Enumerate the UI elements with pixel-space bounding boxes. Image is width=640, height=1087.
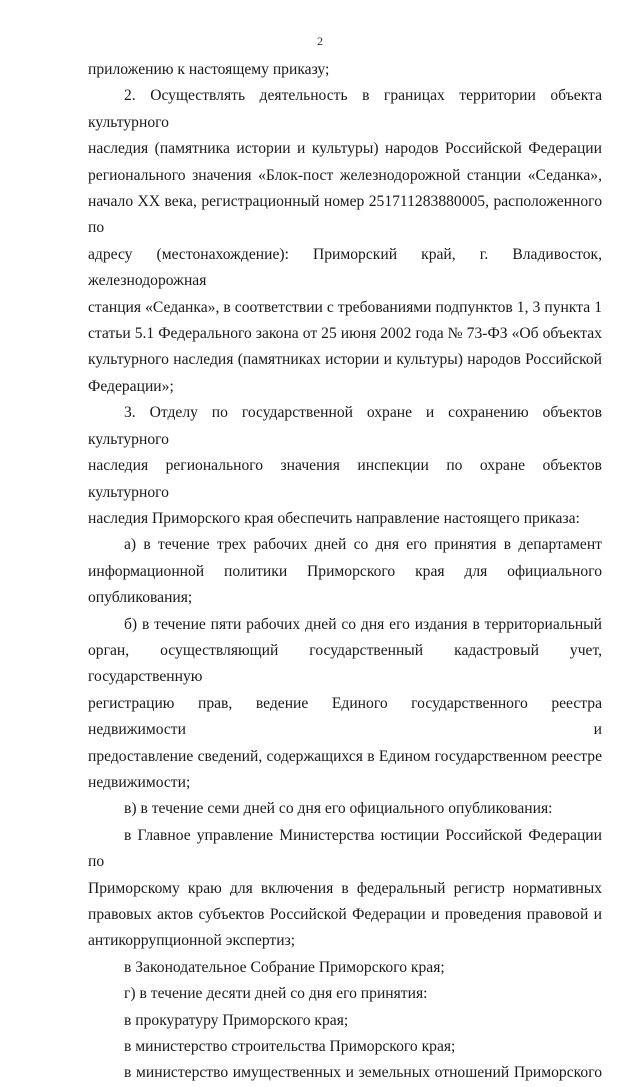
- text-line: 3. Отделу по государственной охране и сохранению объектов культурного: [88, 404, 602, 448]
- paragraph-subitem-a: [88, 532, 602, 611]
- text-line: адресу (местонахождение): Приморский край, г. Владивосток, железнодорожная: [88, 245, 602, 290]
- paragraph-subitem-b: [88, 612, 602, 797]
- page-number: 2: [317, 34, 323, 48]
- text-line: б) в течение пяти рабочих дней со дня его издания в территориальный: [124, 615, 602, 633]
- text-line: информационной политики Приморского края для официального: [88, 562, 602, 580]
- text-line: а) в течение трех рабочих дней со дня его принятия в департамент: [124, 536, 602, 554]
- paragraph-subitem-g: [88, 981, 602, 1007]
- text-line: в Законодательное Собрание Приморского края;: [124, 958, 445, 976]
- text-line: предоставление сведений, содержащихся в Едином государственном реестре: [88, 747, 602, 765]
- paragraph-item-3: [88, 400, 602, 532]
- text-line: опубликования;: [88, 589, 193, 607]
- paragraph-item-2: [88, 83, 602, 400]
- text-line: в министерство имущественных и земельных отношений Приморского: [124, 1064, 602, 1082]
- text-line: в министерство строительства Приморского края;: [124, 1038, 456, 1056]
- text-line: в) в течение семи дней со дня его официального опубликования:: [124, 800, 553, 818]
- text-line: статьи 5.1 Федерального закона от 25 июня 2002 года № 73-ФЗ «Об объектах: [88, 325, 602, 343]
- paragraph-ministry-justice: [88, 823, 602, 955]
- text-line: Федерации»;: [88, 377, 174, 395]
- text-line: Приморскому краю для включения в федеральный регистр нормативных: [88, 879, 602, 897]
- paragraph-continuation: [88, 57, 602, 83]
- text-line: в прокуратуру Приморского края;: [124, 1011, 349, 1029]
- document-body: [88, 57, 602, 1087]
- text-line: регистрацию прав, ведение Единого государственного реестра недвижимости и: [88, 694, 602, 739]
- paragraph-subitem-v: [88, 796, 602, 822]
- text-line: культурного наследия (памятниках истории и культуры) народов Российской: [88, 351, 602, 369]
- text-line: наследия (памятника истории и культуры) народов Российской Федерации: [88, 140, 602, 158]
- text-line: правовых актов субъектов Российской Федерации и проведения правовой и: [88, 906, 602, 923]
- text-line: в Главное управление Министерства юстиции Российской Федерации по: [88, 826, 602, 871]
- text-line: станция «Седанка», в соответствии с требованиями подпунктов 1, 3 пункта 1: [88, 298, 602, 316]
- text-line: регионального значения «Блок-пост железнодорожной станции «Седанка»,: [88, 166, 602, 184]
- paragraph-ministry-construction: [88, 1034, 602, 1060]
- paragraph-ministry-property: [88, 1060, 602, 1086]
- text-line: г) в течение десяти дней со дня его принятия:: [124, 985, 428, 1003]
- text-line: антикоррупционной экспертиз;: [88, 932, 296, 950]
- text-line: недвижимости;: [88, 773, 191, 791]
- text-line: начало XX века, регистрационный номер 251711283880005, расположенного по: [88, 193, 602, 237]
- paragraph-prosecutor: [88, 1008, 602, 1034]
- text-line: наследия регионального значения инспекции по охране объектов культурного: [88, 457, 602, 501]
- text-line: 2. Осуществлять деятельность в границах территории объекта культурного: [88, 87, 602, 131]
- text-line: орган, осуществляющий государственный кадастровый учет, государственную: [88, 641, 602, 686]
- text-line: приложению к настоящему приказу;: [88, 61, 330, 78]
- text-line: наследия Приморского края обеспечить направление настоящего приказа:: [88, 509, 580, 527]
- paragraph-legislative-assembly: [88, 955, 602, 981]
